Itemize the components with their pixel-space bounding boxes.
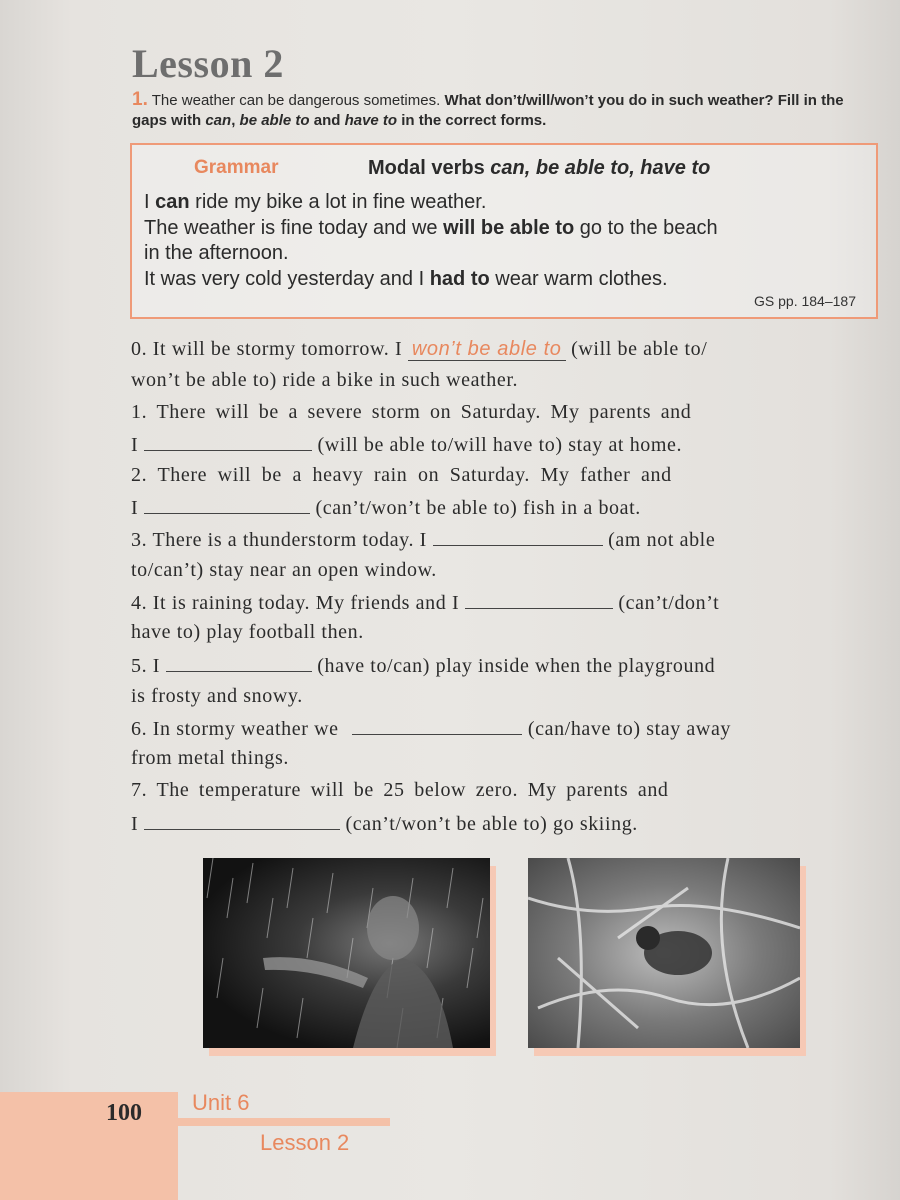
grammar-example-1: I can ride my bike a lot in fine weather. [144,191,487,213]
sentence-2-line-2: I (can’t/won’t be able to) fish in a boat. [131,497,641,519]
rain-streaks-icon [203,858,490,1048]
footer-color-block [0,1092,178,1200]
rain-photo [203,858,490,1048]
sentence-1-gap[interactable] [144,432,312,451]
sentence-6-line-1: 6. In stormy weather we (can/have to) stay away [131,718,732,740]
sentence-4-line-1: 4. It is raining today. My friends and I (can’t/don’t [131,592,720,614]
sentence-4-line-2: have to) play football then. [131,621,364,643]
sentence-3-line-1: 3. There is a thunderstorm today. I (am not able [131,529,716,551]
grammar-title: Modal verbs can, be able to, have to [368,157,711,179]
grammar-label: Grammar [194,157,279,178]
sentence-0-line-2: won’t be able to) ride a bike in such weather. [131,369,519,391]
footer-lesson: Lesson 2 [260,1130,350,1155]
sentence-7-line-2: I (can’t/won’t be able to) go skiing. [131,813,638,835]
sentence-3-line-2: to/can’t) stay near an open window. [131,559,437,581]
sentence-5-line-2: is frosty and snowy. [131,685,303,707]
sentence-2-gap[interactable] [144,495,310,514]
grammar-reference: GS pp. 184–187 [754,293,856,309]
sentence-5-line-1: 5. I (have to/can) play inside when the playground [131,655,716,677]
sentence-7-line-1: 7. The temperature will be 25 below zero. My parents and [131,779,669,801]
grammar-example-3: It was very cold yesterday and I had to wear warm clothes. [144,268,668,290]
sentence-2-line-1: 2. There will be a heavy rain on Saturday. My father and [131,464,672,486]
icy-branches-icon [528,858,800,1048]
sentence-6-gap[interactable] [352,716,522,735]
sentence-1-line-2: I (will be able to/will have to) stay at home. [131,434,683,456]
sentence-7-gap[interactable] [144,811,340,830]
grammar-example-2-cont: in the afternoon. [144,242,289,264]
sentence-5-gap[interactable] [166,653,312,672]
frozen-bird-photo [528,858,800,1048]
task-number: 1. [132,89,148,110]
sentence-0-answer: won’t be able to [408,338,566,361]
grammar-box [130,143,878,319]
lesson-title: Lesson 2 [132,41,284,86]
footer-unit: Unit 6 [192,1090,250,1115]
sentence-1-line-1: 1. There will be a severe storm on Saturday. My parents and [131,401,692,423]
page-number: 100 [106,1100,142,1126]
sentence-6-line-2: from metal things. [131,747,289,769]
grammar-example-2: The weather is fine today and we will be able to go to the beach [144,217,718,239]
sentence-0-line-1: 0. It will be stormy tomorrow. I won’t be able to (will be able to/ [131,338,708,360]
sentence-3-gap[interactable] [433,527,603,546]
footer-color-strip [0,1118,390,1126]
sentence-4-gap[interactable] [465,590,613,609]
task-instruction: 1. The weather can be dangerous sometimes. What don’t/will/won’t you do in such weather? Fill in the gaps with can, be able to and have to in the correct forms. [132,89,844,129]
